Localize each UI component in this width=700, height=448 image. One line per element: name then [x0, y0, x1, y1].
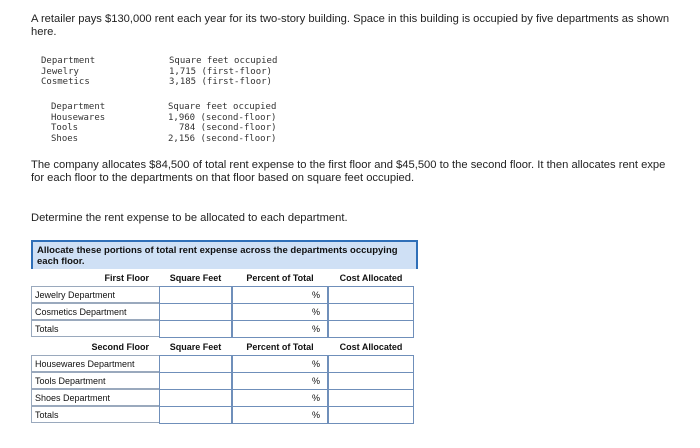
percent-sign: % — [311, 409, 320, 420]
sqft-header: Square feet occupied — [169, 56, 278, 66]
row-label-housewares: Housewares Department — [31, 355, 159, 372]
cosmetics-square-feet-input[interactable] — [159, 303, 232, 321]
col-cost-allocated: Cost Allocated — [339, 272, 403, 283]
sqft-value: 784 (second-floor) — [179, 123, 277, 133]
allocation-text-line1: The company allocates $84,500 of total rent expense to the first floor and $45,500 to the second floor. It then allocates rent expe — [31, 159, 666, 171]
shoes-cost-input[interactable] — [328, 389, 414, 407]
dept-name: Jewelry — [41, 66, 79, 77]
allocation-worksheet — [31, 240, 418, 423]
table-row — [31, 355, 418, 372]
first-floor-total-square-feet-input[interactable] — [159, 320, 232, 338]
second-floor-total-square-feet-input[interactable] — [159, 406, 232, 424]
second-floor-header-row — [31, 338, 418, 355]
col-percent-of-total: Percent of Total — [246, 341, 314, 352]
percent-sign: % — [311, 323, 320, 334]
shoes-percent-input[interactable] — [232, 389, 328, 407]
worksheet-title: Allocate these portions of total rent expense across the departments occupying each floor. — [31, 240, 418, 269]
second-floor-label: Second Floor — [91, 341, 149, 352]
sqft-header: Square feet occupied — [168, 102, 277, 112]
first-floor-total-percent-input[interactable] — [232, 320, 328, 338]
row-label-jewelry: Jewelry Department — [31, 286, 159, 303]
row-label-cosmetics: Cosmetics Department — [31, 303, 159, 320]
col-cost-allocated: Cost Allocated — [339, 341, 403, 352]
first-floor-dept-column — [41, 56, 95, 88]
percent-sign: % — [311, 358, 320, 369]
second-floor-sqft-column — [168, 102, 277, 144]
col-square-feet: Square Feet — [169, 341, 222, 352]
first-floor-total-cost-input[interactable] — [328, 320, 414, 338]
jewelry-cost-input[interactable] — [328, 286, 414, 304]
percent-sign: % — [311, 375, 320, 386]
dept-header: Department — [41, 56, 96, 66]
cosmetics-cost-input[interactable] — [328, 303, 414, 321]
second-floor-total-cost-input[interactable] — [328, 406, 414, 424]
dept-name: Tools — [51, 123, 79, 133]
sqft-value: 1,715 (first-floor) — [169, 66, 272, 77]
tools-square-feet-input[interactable] — [159, 372, 232, 390]
col-square-feet: Square Feet — [169, 272, 222, 283]
table-row — [31, 389, 418, 406]
dept-name: Cosmetics — [41, 77, 90, 87]
first-floor-sqft-column — [169, 56, 277, 88]
dept-name: Housewares — [51, 112, 106, 123]
col-percent-of-total: Percent of Total — [246, 272, 314, 283]
sqft-value: 3,185 (first-floor) — [169, 77, 272, 87]
table-row — [31, 286, 418, 303]
row-label-totals: Totals — [31, 406, 159, 423]
row-label-shoes: Shoes Department — [31, 389, 159, 406]
percent-sign: % — [311, 289, 320, 300]
table-row — [31, 372, 418, 389]
dept-header: Department — [51, 102, 106, 112]
table-row — [31, 406, 418, 423]
row-label-totals: Totals — [31, 320, 159, 337]
sqft-value: 2,156 (second-floor) — [168, 133, 277, 144]
housewares-cost-input[interactable] — [328, 355, 414, 373]
shoes-square-feet-input[interactable] — [159, 389, 232, 407]
jewelry-square-feet-input[interactable] — [159, 286, 232, 304]
second-floor-total-percent-input[interactable] — [232, 406, 328, 424]
first-floor-label: First Floor — [104, 272, 149, 283]
intro-text-line1: A retailer pays $130,000 rent each year for its two-story building. Space in this building is occupied by five departments as shown — [31, 13, 670, 25]
table-row — [31, 303, 418, 320]
dept-name: Shoes — [51, 133, 79, 144]
cosmetics-percent-input[interactable] — [232, 303, 328, 321]
second-floor-dept-column — [51, 102, 105, 144]
table-row — [31, 320, 418, 337]
percent-sign: % — [311, 392, 320, 403]
tools-cost-input[interactable] — [328, 372, 414, 390]
first-floor-header-row — [31, 269, 418, 286]
sqft-value: 1,960 (second-floor) — [168, 112, 277, 123]
row-label-tools: Tools Department — [31, 372, 159, 389]
housewares-square-feet-input[interactable] — [159, 355, 232, 373]
intro-text-line2: here. — [31, 26, 57, 38]
percent-sign: % — [311, 306, 320, 317]
instruction-text: Determine the rent expense to be allocated to each department. — [31, 212, 348, 224]
tools-percent-input[interactable] — [232, 372, 328, 390]
jewelry-percent-input[interactable] — [232, 286, 328, 304]
allocation-text-line2: for each floor to the departments on that floor based on square feet occupied. — [31, 172, 415, 184]
housewares-percent-input[interactable] — [232, 355, 328, 373]
